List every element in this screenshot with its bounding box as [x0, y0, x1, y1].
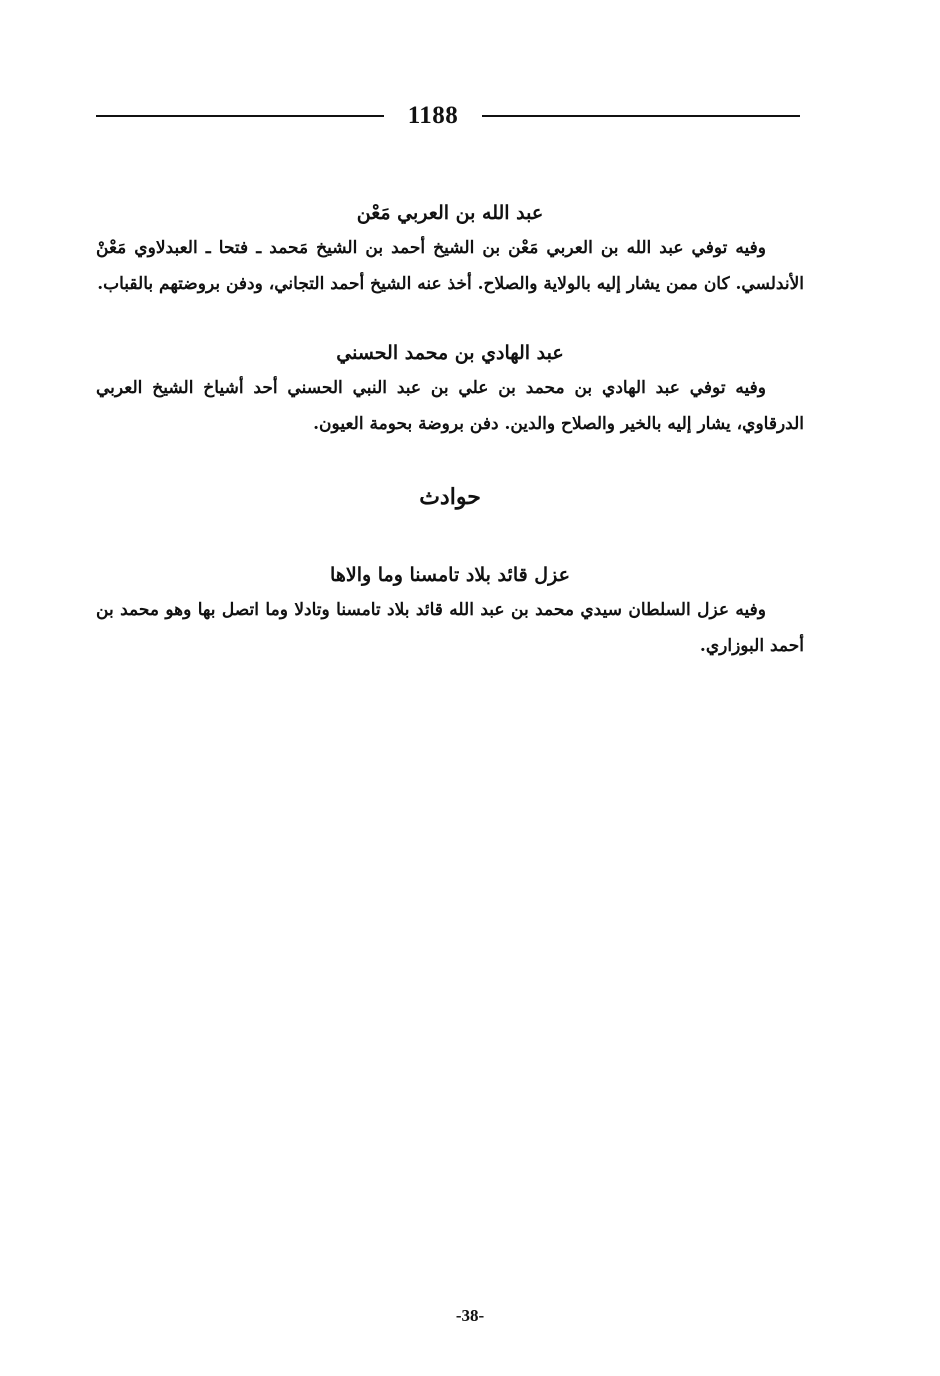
header-rule-left	[96, 115, 384, 117]
entry-text-body: وفيه توفي عبد الهادي بن محمد بن علي بن عبد النبي الحسني أحد أشياخ الشيخ العربي الدرقاوي، يشار إليه بالخير والصلاح والدين. دفن بروضة بحومة العيون.	[96, 378, 804, 434]
entry-text-body: وفيه توفي عبد الله بن العربي مَعْن بن الشيخ أحمد بن الشيخ مَحمد ـ فتحا ـ العبدلاوي مَعْنْ الأندلسي. كان ممن يشار إليه بالولاية والصلاح. أخذ عنه الشيخ أحمد التجاني، ودفن بروضتهم بالقباب.	[96, 238, 804, 294]
entry-title: عبد الله بن العربي مَعْن	[356, 202, 544, 224]
year-header	[96, 96, 800, 136]
entry-title: عزل قائد بلاد تامسنا وما والاها	[330, 564, 570, 586]
entry-1	[96, 202, 804, 302]
entry-2	[96, 342, 804, 442]
section-title: حوادث	[419, 484, 481, 510]
header-rule-right	[482, 115, 800, 117]
entry-text-body: وفيه عزل السلطان سيدي محمد بن عبد الله قائد بلاد تامسنا وتادلا وما اتصل بها وهو محمد بن أحمد البوزاري.	[96, 600, 804, 656]
entry-text	[96, 370, 804, 442]
year-heading: 1188	[407, 102, 459, 129]
entry-text	[96, 592, 804, 664]
entry-title: عبد الهادي بن محمد الحسني	[336, 342, 564, 364]
section-entry-1	[96, 564, 804, 664]
entry-text	[96, 230, 804, 302]
page-number: -38-	[455, 1306, 485, 1325]
